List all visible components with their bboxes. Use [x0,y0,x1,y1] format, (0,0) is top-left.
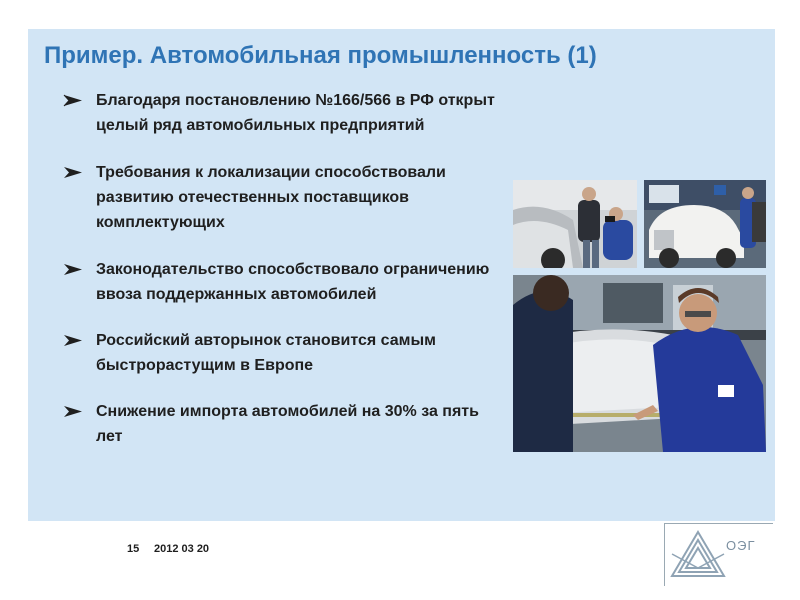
bullet-text: Снижение импорта автомобилей на 30% за пять лет [96,403,479,445]
arrowhead-bullet-icon [62,88,86,113]
bullet-text: Благодаря постановлению №166/566 в РФ открыт целый ряд автомобильных предприятий [96,92,495,134]
arrowhead-bullet-icon [62,328,86,353]
bullet-item [62,399,507,449]
photo-vintage-car [644,180,766,268]
photo-tuv-inspection [513,275,766,452]
bullet-item [62,88,507,138]
slide-date: 2012 03 20 [154,543,210,555]
company-logo-icon [668,528,728,580]
bullet-item [62,328,507,378]
bullet-text: Российский авторынок становится самым быстрорастущим в Европе [96,332,436,374]
arrowhead-bullet-icon [62,257,86,282]
bullet-text: Законодательство способствовало ограничению ввоза поддержанных автомобилей [96,261,490,303]
photo-car-inspection-small [513,180,637,268]
arrowhead-bullet-icon [62,399,86,424]
bullet-list [62,88,507,449]
bullet-text: Требования к локализации способствовали развитию отечественных поставщиков комплектующих [96,164,446,231]
bullet-item [62,257,507,307]
bullet-item [62,160,507,235]
slide-number: 15 [127,543,140,555]
logo-text: ОЭГ [726,538,756,553]
slide-title: Пример. Автомобильная промышленность (1) [44,42,597,69]
arrowhead-bullet-icon [62,160,86,185]
